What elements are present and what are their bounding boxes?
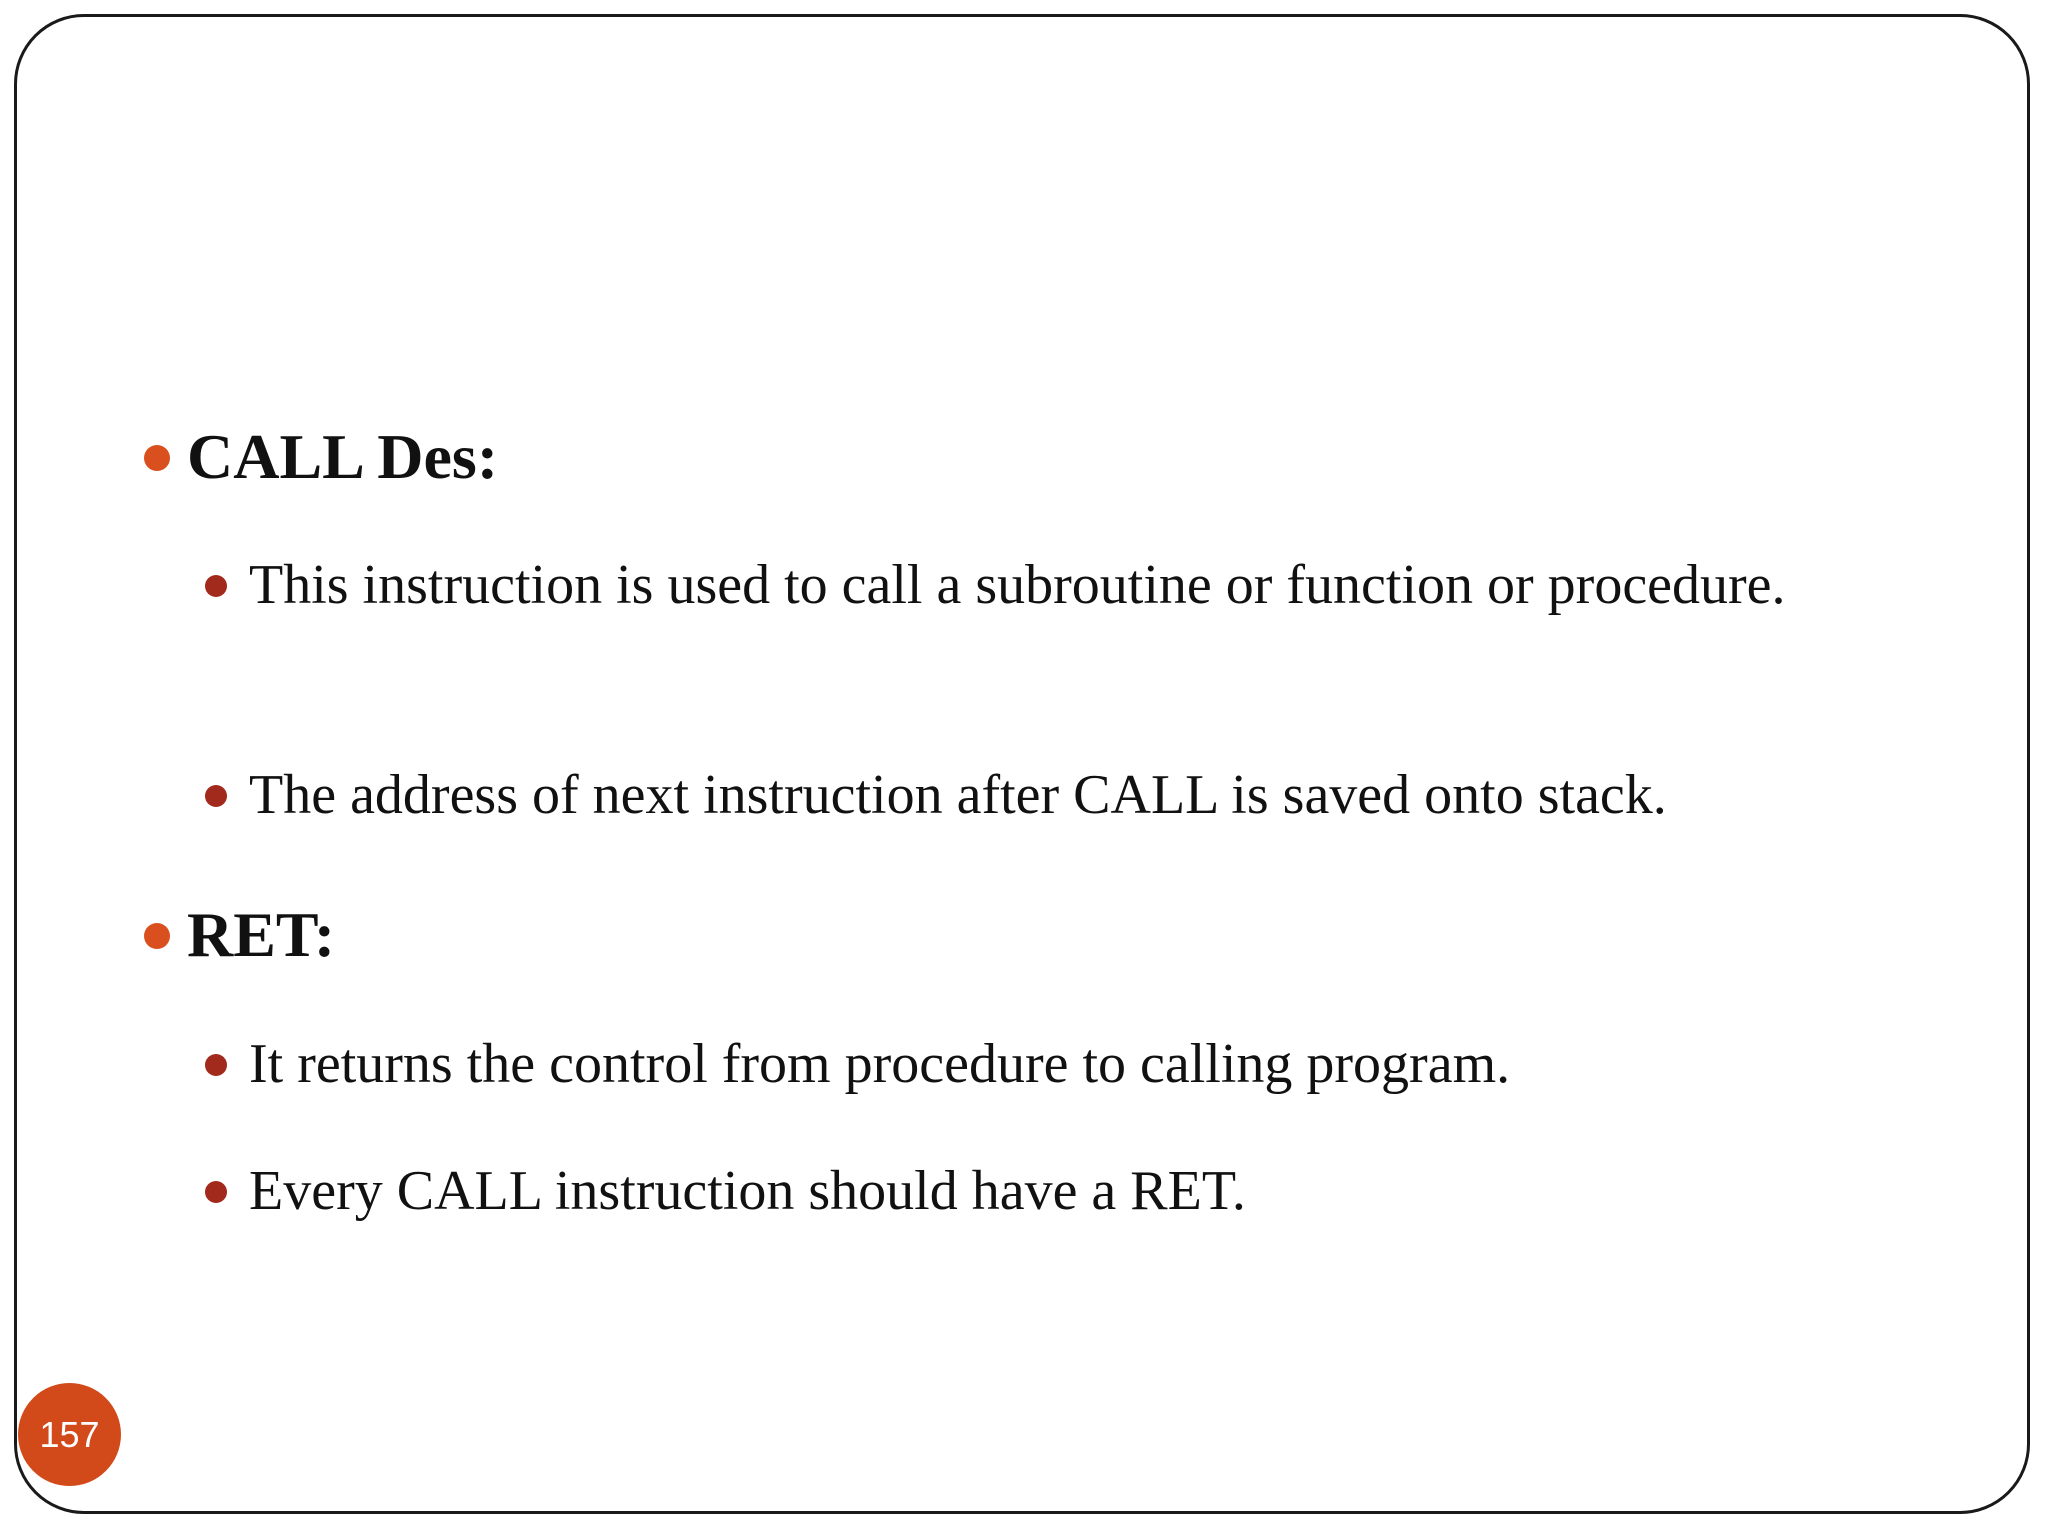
bullet-heading: RET:: [187, 899, 336, 970]
red-bullet-icon: [205, 575, 227, 597]
sub-bullet-item: [249, 1149, 1809, 1233]
sub-bullet-text: It returns the control from procedure to calling program.: [249, 1033, 1511, 1095]
red-bullet-icon: [205, 1054, 227, 1076]
sub-bullet-text: The address of next instruction after CALL is saved onto stack.: [249, 764, 1667, 826]
orange-bullet-icon: [144, 445, 170, 471]
sub-bullet-item: [249, 1022, 1809, 1106]
red-bullet-icon: [205, 1181, 227, 1203]
sub-bullet-item: [249, 753, 1809, 837]
slide-frame: [14, 14, 2030, 1514]
page-number-badge: 157: [18, 1383, 121, 1486]
slide-content: [17, 17, 2027, 1511]
orange-bullet-icon: [144, 923, 170, 949]
red-bullet-icon: [205, 785, 227, 807]
bullet-item-ret: [187, 895, 335, 975]
bullet-item-call: [187, 417, 498, 497]
sub-bullet-text: Every CALL instruction should have a RET.: [249, 1160, 1246, 1222]
bullet-heading: CALL Des:: [187, 421, 499, 492]
sub-bullet-text: This instruction is used to call a subroutine or function or procedure.: [249, 554, 1786, 616]
sub-bullet-item: [249, 543, 1809, 627]
